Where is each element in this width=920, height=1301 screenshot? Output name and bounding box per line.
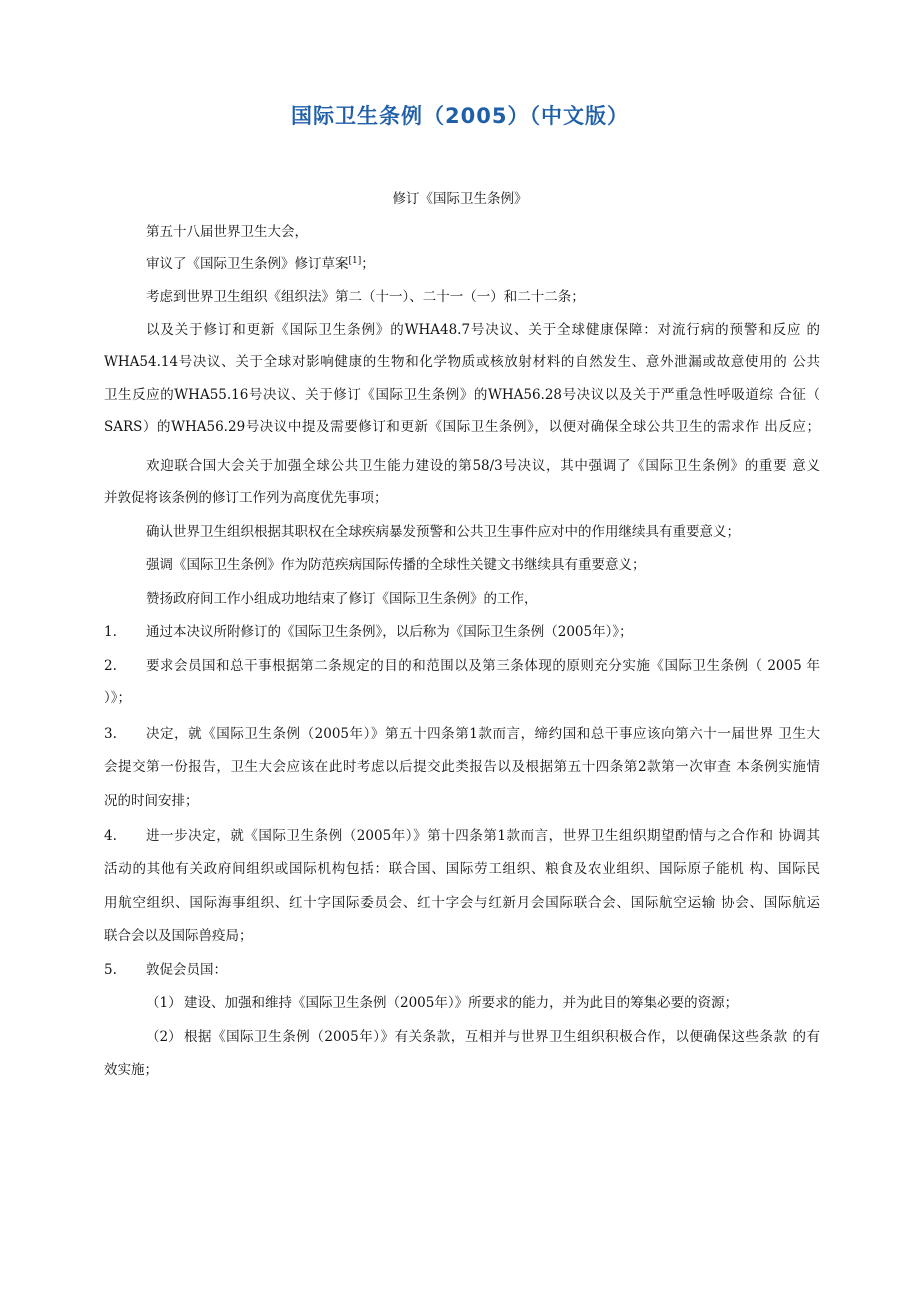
item-line: 会提交第一份报告，卫生大会应该在此时考虑以后提交此类报告以及根据第五十四条第2款第一次审查 本条例实施情: [104, 759, 820, 775]
subitem-number: （2）: [146, 1029, 182, 1045]
preamble-p7: 强调《国际卫生条例》作为防范疾病国际传播的全球性关键文书继续具有重要意义；: [146, 557, 646, 573]
preamble-p1: 第五十八届世界卫生大会，: [146, 224, 308, 240]
item-number: 2.: [104, 658, 117, 674]
subitem-line: 效实施；: [104, 1062, 158, 1078]
preamble-p6: 确认世界卫生组织根据其职权在全球疾病暴发预警和公共卫生事件应对中的作用继续具有重要意义；: [146, 524, 740, 540]
subitem-line: 建设、加强和维持《国际卫生条例（2005年）》所要求的能力，并为此目的筹集必要的资源；: [184, 995, 739, 1011]
item-line: 敦促会员国：: [146, 962, 227, 978]
item-number: 4.: [104, 828, 117, 844]
item-line: 活动的其他有关政府间组织或国际机构包括：联合国、国际劳工组织、粮食及农业组织、国际原子能机 构、国际民: [104, 861, 820, 877]
item-line: 用航空组织、国际海事组织、红十字国际委员会、红十字会与红新月会国际联合会、国际航空运输 协会、国际航运: [104, 895, 820, 911]
document-subtitle: 修订《国际卫生条例》: [392, 191, 528, 207]
preamble-p3: 考虑到世界卫生组织《组织法》第二（十一）、二十一（一）和二十二条；: [146, 289, 585, 305]
preamble-p5-line: 并敦促将该条例的修订工作列为高度优先事项；: [104, 490, 388, 506]
document-title: 国际卫生条例（2005）（中文版）: [291, 104, 629, 128]
subitem-line: 根据《国际卫生条例（2005年）》有关条款，互相并与世界卫生组织积极合作，以便确保这些条款 的有: [184, 1029, 820, 1045]
item-number: 5.: [104, 962, 117, 978]
item-line: ）》；: [104, 690, 131, 706]
item-number: 3.: [104, 726, 117, 742]
item-line: 通过本决议所附修订的《国际卫生条例》，以后称为《国际卫生条例（2005年）》；: [146, 624, 633, 640]
preamble-p8: 赞扬政府间工作小组成功地结束了修订《国际卫生条例》的工作，: [146, 591, 538, 607]
preamble-p2-end: ；: [361, 256, 375, 272]
item-number: 1.: [104, 624, 117, 640]
preamble-p2-text: 审议了《国际卫生条例》修订草案: [146, 256, 349, 272]
item-line: 决定，就《国际卫生条例（2005年）》第五十四条第1款而言，缔约国和总干事应该向第六十一届世界 卫生大: [146, 726, 820, 742]
preamble-p2: [104, 254, 820, 274]
preamble-p4-line: SARS）的WHA56.29号决议中提及需要修订和更新《国际卫生条例》，以便对确保全球公共卫生的需求作 出反应；: [104, 419, 820, 435]
item-line: 进一步决定，就《国际卫生条例（2005年）》第十四条第1款而言，世界卫生组织期望酌情与之合作和 协调其: [146, 828, 820, 844]
subitem-number: （1）: [146, 995, 182, 1011]
preamble-p4-line: 卫生反应的WHA55.16号决议、关于修订《国际卫生条例》的WHA56.28号决议以及关于严重急性呼吸道综 合征（: [104, 387, 820, 403]
preamble-p4-line: WHA54.14号决议、关于全球对影响健康的生物和化学物质或核放射材料的自然发生、意外泄漏或故意使用的 公共: [104, 354, 820, 370]
item-line: 要求会员国和总干事根据第二条规定的目的和范围以及第三条体现的原则充分实施《国际卫生条例（ 2005 年: [146, 658, 820, 674]
item-line: 联合会以及国际兽疫局；: [104, 928, 253, 944]
footnote-ref[interactable]: [1]: [348, 256, 362, 266]
preamble-p5-line: 欢迎联合国大会关于加强全球公共卫生能力建设的第58/3号决议，其中强调了《国际卫生条例》的重要 意义: [146, 458, 820, 474]
preamble-p4-line: 以及关于修订和更新《国际卫生条例》的WHA48.7号决议、关于全球健康保障：对流行病的预警和反应 的: [146, 322, 820, 338]
item-line: 况的时间安排；: [104, 793, 199, 809]
